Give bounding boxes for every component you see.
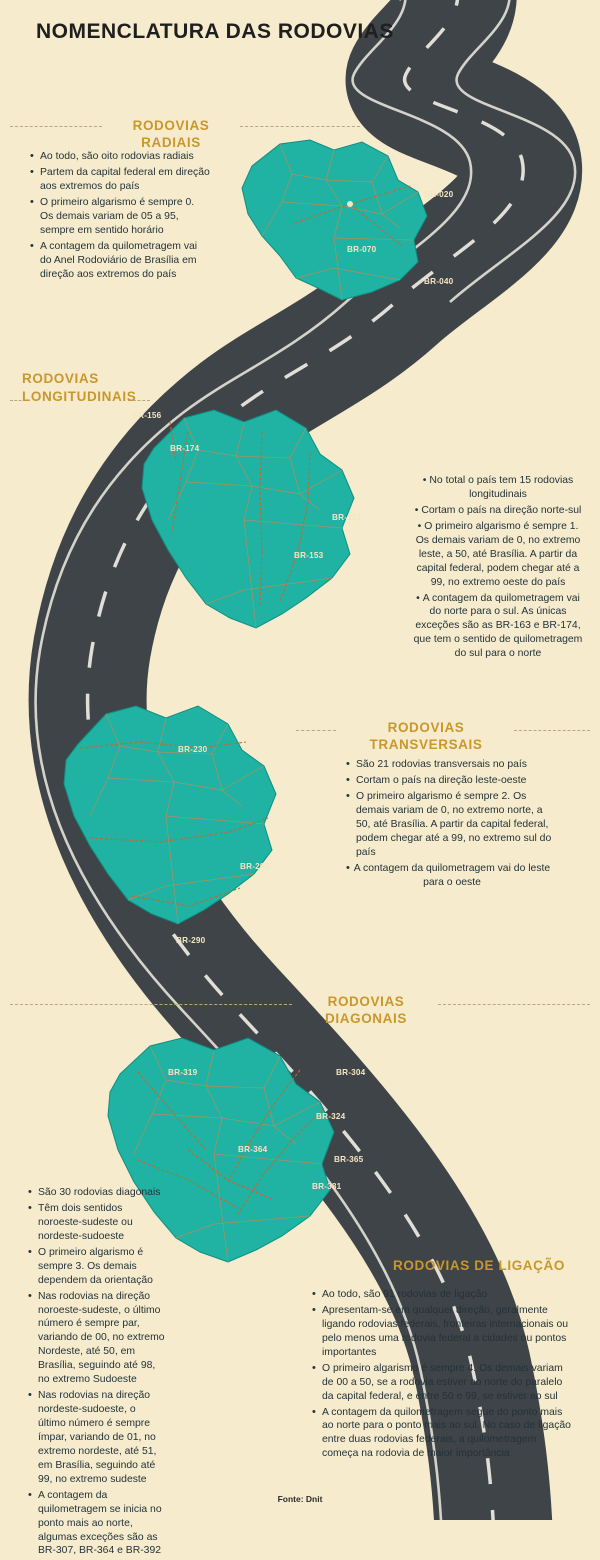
map-label-br-174: BR-174 [170, 444, 200, 453]
divider-radiais [10, 126, 102, 127]
list-item: • A contagem da quilometragem vai do leste para o oeste [346, 862, 558, 890]
map-label-br-381: BR-381 [312, 1182, 342, 1191]
list-item: • O primeiro algarismo é sempre 4. Os demais variam de 00 a 50, se a rodovia estiver ao norte do paralelo da capital federal, e entre 50 e 99, se estiver ao sul [312, 1362, 574, 1404]
divider-diagonais-right [438, 1004, 590, 1005]
bullets-radiais [30, 150, 210, 283]
list-item: • A contagem da quilometragem segue do ponto mais ao norte para o ponto mais ao sul. No caso de ligação entre duas rodovias federais, a quilometragem começa na rodovia de maior importância [312, 1406, 574, 1462]
section-heading-radiais: RODOVIAS RADIAIS [132, 118, 210, 150]
list-item: • A contagem da quilometragem vai do Anel Rodoviário de Brasília em direção aos extremos do país [30, 240, 210, 282]
section-heading-diagonais: RODOVIAS DIAGONAIS [325, 994, 407, 1026]
list-item: • O primeiro algarismo é sempre 3. Os demais dependem da orientação [28, 1246, 166, 1288]
list-item: • O primeiro algarismo é sempre 1. Os demais variam de 0, no extremo leste, a 50, até Brasília. A partir da capital federal, podem chegar até a 99, no extremo oeste do país [415, 520, 581, 588]
map-label-br-156: BR-156 [132, 411, 162, 420]
brazil-map-longitudinais [110, 392, 410, 662]
map-label-br-319: BR-319 [168, 1068, 198, 1077]
list-item: • No total o país tem 15 rodovias longitudinais [422, 475, 574, 500]
divider-transversais-right [514, 730, 590, 731]
list-item: • Têm dois sentidos noroeste-sudeste ou nordeste-sudoeste [28, 1202, 166, 1244]
map-label-br-262: BR-262 [240, 862, 270, 871]
map-label-br-020: BR-020 [424, 190, 454, 199]
map-label-br-101: BR-101 [332, 513, 362, 522]
divider-diagonais-left [10, 1004, 292, 1005]
list-item: • Partem da capital federal em direção aos extremos do país [30, 166, 210, 194]
bullets-ligacao [312, 1288, 574, 1463]
brazil-map-transversais [40, 690, 330, 955]
list-item: • A contagem da quilometragem se inicia no ponto mais ao norte, algumas exceções são as BR-307, BR-364 e BR-392 [28, 1489, 166, 1559]
list-item: • Cortam o país na direção norte-sul [414, 504, 582, 516]
section-heading-ligacao: RODOVIAS DE LIGAÇÃO [393, 1258, 565, 1273]
list-item: • São 21 rodovias transversais no país [346, 758, 558, 772]
section-heading-longitudinais: RODOVIAS LONGITUDINAIS [22, 371, 137, 405]
list-item: • Apresentam-se em qualquer direção, geralmente ligando rodovias federais, fronteiras internacionais ou pelo menos uma rodovia federal a cidades ou pontos importantes [312, 1304, 574, 1360]
page-title: NOMENCLATURA DAS RODOVIAS [36, 20, 394, 43]
map-label-br-040: BR-040 [424, 277, 454, 286]
list-item: • São 30 rodovias diagonais [28, 1186, 166, 1200]
map-label-br-304: BR-304 [336, 1068, 366, 1077]
map-label-br-324: BR-324 [316, 1112, 346, 1121]
list-item: • O primeiro algarismo é sempre 0. Os demais variam de 05 a 95, sempre em sentido horário [30, 196, 210, 238]
brazil-map-radiais [222, 128, 452, 313]
list-item: • Nas rodovias na direção nordeste-sudoeste, o último número é sempre ímpar, variando de 01, no extremo nordeste, até 51, em Brasília, seguindo até 99, no extremo sudeste [28, 1389, 166, 1487]
source-note: Fonte: Dnit [277, 1494, 323, 1504]
map-label-br-290: BR-290 [176, 936, 206, 945]
section-heading-transversais: RODOVIAS TRANSVERSAIS [369, 720, 483, 752]
list-item: • Ao todo, são oito rodovias radiais [30, 150, 210, 164]
map-label-br-365: BR-365 [334, 1155, 364, 1164]
list-item: • Nas rodovias na direção noroeste-sudeste, o último número é sempre par, variando de 00, no extremo Nordeste, até 50, em Brasília, seguindo até 98, no extremo Sudoeste [28, 1290, 166, 1388]
map-label-br-364: BR-364 [238, 1145, 268, 1154]
map-label-br-070: BR-070 [347, 245, 377, 254]
list-item: • Ao todo, são 91 rodovias de ligação [312, 1288, 574, 1302]
bullets-longitudinais [412, 474, 584, 663]
list-item: • O primeiro algarismo é sempre 2. Os demais variam de 0, no extremo norte, a 50, até Brasília. A partir da capital federal, podem chegar até a 99, no extremo sul do país [346, 790, 558, 860]
bullets-transversais [346, 758, 558, 891]
list-item: • Cortam o país na direção leste-oeste [346, 774, 558, 788]
divider-radiais-right [240, 126, 360, 127]
map-label-br-153: BR-153 [294, 551, 324, 560]
map-label-br-230: BR-230 [178, 745, 208, 754]
list-item: • A contagem da quilometragem vai do norte para o sul. As únicas exceções são as BR-163 e BR-174, que tem o sentido de quilometragem do sul para o norte [413, 592, 583, 660]
